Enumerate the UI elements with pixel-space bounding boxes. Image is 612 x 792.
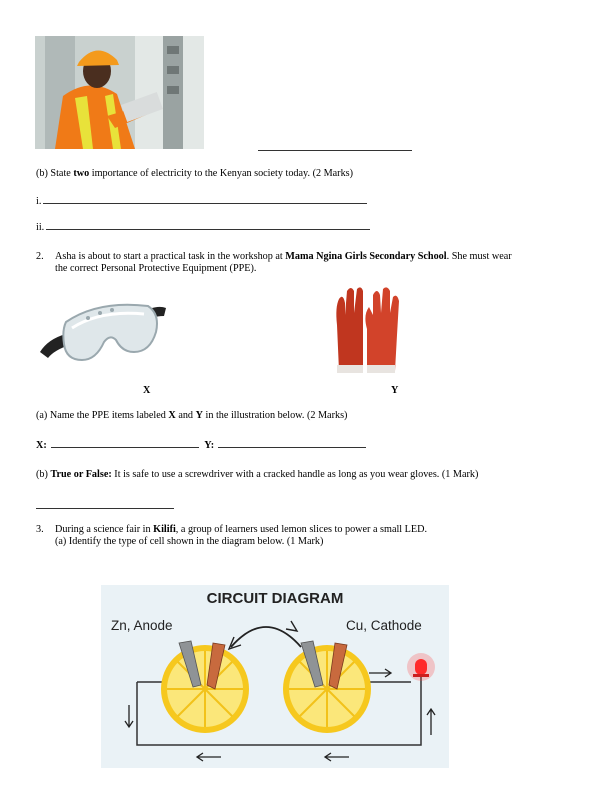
led-icon [415, 659, 427, 675]
arrow-up-icon [427, 709, 435, 735]
q3-text: During a science fair in Kilifi, a group of learners used lemon slices to power a small LED. [55, 524, 428, 535]
answer-line-ii[interactable] [46, 229, 370, 230]
q1b-prompt: (b) State two importance of electricity to the Kenyan society today. (2 Marks) [36, 168, 354, 179]
answer-line-x[interactable] [51, 447, 199, 448]
answer-line-q2b[interactable] [36, 508, 174, 509]
q2-number: 2. [36, 251, 44, 262]
q2-text-line2: the correct Personal Protective Equipment (PPE). [55, 263, 257, 274]
circuit-title: CIRCUIT DIAGRAM [206, 590, 344, 607]
goggles-icon [38, 294, 168, 364]
answer-line-y[interactable] [218, 447, 366, 448]
cathode-label: Cu, Cathode [346, 618, 422, 633]
q1b-item-i: i. [36, 196, 367, 207]
gloves-image [333, 285, 401, 376]
arrow-left-icon-1 [197, 753, 221, 761]
label-y: Y [391, 385, 399, 396]
q2b-prompt: (b) True or False: It is safe to use a screwdriver with a cracked handle as long as you wear gloves. (1 Mark) [36, 469, 479, 480]
technician-illustration [35, 36, 204, 149]
anode-label: Zn, Anode [111, 618, 173, 633]
answer-line-i[interactable] [43, 203, 367, 204]
q2-text: Asha is about to start a practical task in the workshop at Mama Ngina Girls Secondary School. She must wear [55, 251, 512, 262]
q2a-prompt: (a) Name the PPE items labeled X and Y in the illustration below. (2 Marks) [36, 410, 348, 421]
goggles-image [38, 294, 168, 367]
circuit-diagram [101, 585, 449, 768]
q3a-prompt: (a) Identify the type of cell shown in the diagram below. (1 Mark) [55, 536, 324, 547]
q1b-item-ii: ii. [36, 222, 370, 233]
label-x: X [143, 385, 151, 396]
arc-arrow-right [286, 621, 297, 631]
technician-photo [35, 36, 204, 149]
arrow-right-icon [369, 669, 391, 677]
gloves-icon [333, 285, 401, 373]
q2a-answers: X: Y: [36, 440, 366, 451]
arrow-left-icon-2 [325, 753, 349, 761]
circuit-drawing [101, 585, 449, 768]
answer-line-q1a[interactable] [258, 150, 412, 151]
arrow-down-icon [125, 705, 133, 727]
q3-number: 3. [36, 524, 44, 535]
